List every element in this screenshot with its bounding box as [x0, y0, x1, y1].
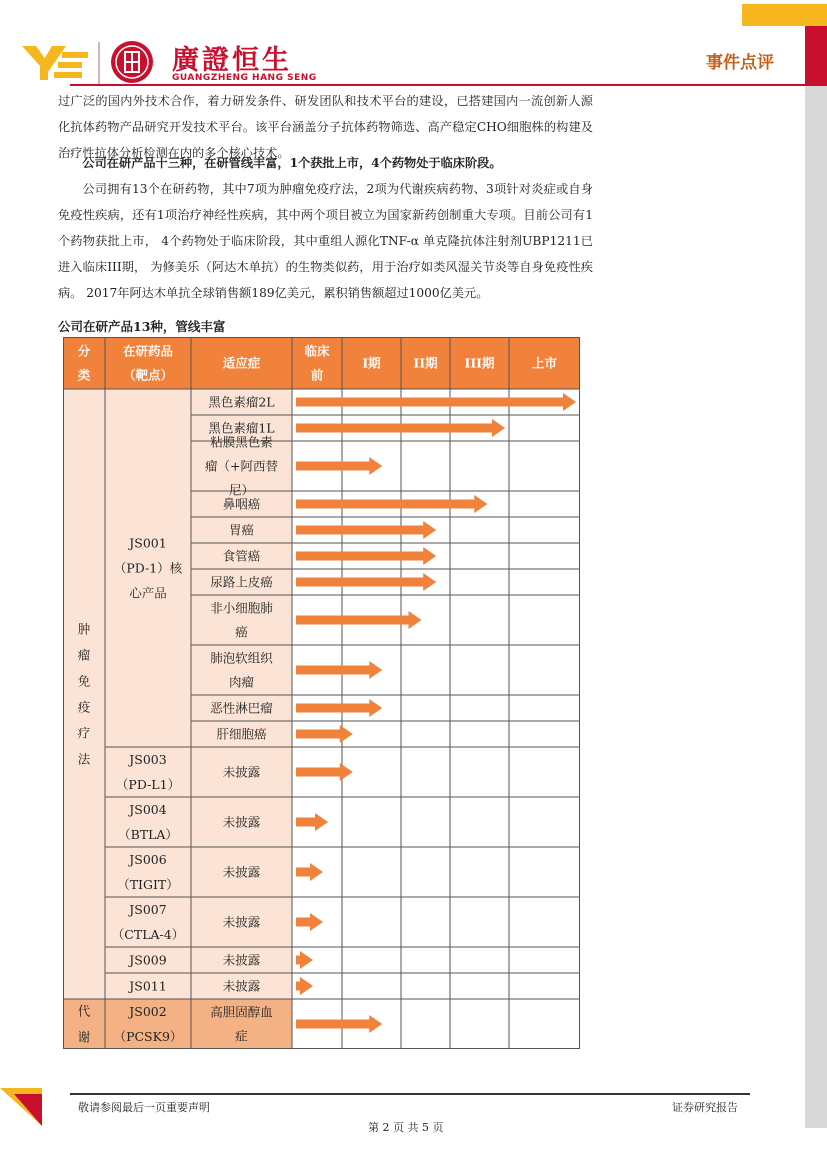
- drug-label: （PD-1）核: [113, 560, 183, 576]
- company-seal-icon: [110, 40, 154, 84]
- progress-arrow: [296, 725, 353, 743]
- indication-label: 非小细胞肺: [210, 600, 273, 616]
- category-label: 免: [77, 673, 91, 689]
- table-header-cell: 临床: [304, 343, 330, 359]
- drug-label: JS011: [129, 978, 167, 994]
- side-gray-bar: [805, 86, 827, 1128]
- progress-arrow: [296, 495, 487, 513]
- progress-arrow: [296, 393, 576, 411]
- progress-arrow: [296, 813, 328, 831]
- drug-label: JS007: [129, 902, 167, 917]
- progress-arrow: [296, 521, 436, 539]
- footer-divider: [70, 1093, 750, 1095]
- progress-arrow: [296, 951, 313, 969]
- body-paragraph-2: 公司拥有13个在研药物，其中7项为肿瘤免疫疗法，2项为代谢疾病药物、3项针对炎症或自身免疫性疾病，还有1项治疗神经性疾病，其中两个项目被立为国家新药创制重大专项。目前公司有1个药物获批上市， 4个药物处于临床阶段，其中重组人源化TNF-α 单克隆抗体注射剂UBP1211已进入临床III期， 为修美乐（阿达木单抗）的生物类似药，用于治疗如类风湿关节炎等自身免疫性疾病。 2017年阿达木单抗全球销售额189亿美元，累积销售额超过1000亿美元。: [58, 182, 593, 300]
- table-title: 公司在研产品13种，管线丰富: [58, 319, 226, 334]
- progress-arrow: [296, 863, 323, 881]
- pipeline-table-grid: [63, 337, 580, 1076]
- drug-label: JS006: [129, 852, 167, 867]
- indication-label: 未披露: [222, 978, 261, 994]
- page-number: 第 2 页 共 5 页: [368, 1121, 444, 1134]
- section-heading: 公司在研产品十三种，在研管线丰富，1个获批上市，4个药物处于临床阶段。: [82, 156, 502, 170]
- logo-divider: [98, 42, 100, 84]
- progress-arrow: [296, 913, 323, 931]
- indication-label: 未披露: [222, 814, 261, 830]
- progress-arrow: [296, 661, 382, 679]
- indication-label: 高胆固醇血: [210, 1004, 273, 1020]
- report-type-label: 事件点评: [706, 53, 774, 73]
- progress-arrow: [296, 457, 382, 475]
- header-divider: [70, 84, 805, 86]
- indication-label: 未披露: [222, 864, 261, 880]
- progress-arrow: [296, 611, 422, 629]
- drug-label: JS009: [129, 952, 167, 968]
- pipeline-table: [63, 337, 580, 1076]
- drug-label: 心产品: [129, 585, 167, 601]
- category-label: 疗: [77, 725, 91, 741]
- indication-label: 肺泡软组织: [210, 650, 273, 666]
- side-accent-bar: [805, 26, 827, 86]
- table-header-cell: 上市: [531, 355, 558, 371]
- table-header-cell: （靶点）: [122, 367, 174, 383]
- indication-label: 癌: [235, 624, 248, 640]
- indication-label: 症: [235, 1028, 248, 1044]
- indication-label: 未披露: [222, 914, 261, 930]
- table-header-cell: 前: [310, 367, 324, 383]
- indication-label: 鼻咽癌: [222, 496, 261, 512]
- drug-label: （TIGIT）: [117, 877, 179, 892]
- drug-label: （PD-L1）: [115, 777, 181, 792]
- indication-label: 肝细胞癌: [216, 726, 267, 742]
- indication-label: 黑色素瘤2L: [208, 394, 275, 410]
- indication-label: 瘤（+阿西替: [205, 458, 278, 474]
- drug-label: JS004: [129, 802, 167, 817]
- drug-label: （PCSK9）: [113, 1029, 183, 1044]
- indication-label: 黑色素瘤1L: [208, 420, 275, 436]
- indication-label: 粘膜黑色素: [210, 434, 273, 450]
- table-header-cell: II期: [413, 355, 438, 371]
- indication-label: 未披露: [222, 764, 261, 780]
- indication-label: 恶性淋巴瘤: [210, 700, 273, 716]
- category-cell-bg: [63, 389, 105, 999]
- drug-label: （BTLA）: [118, 827, 178, 842]
- category-label: 代: [77, 1003, 91, 1019]
- progress-arrow: [296, 547, 436, 565]
- table-header-cell: 在研药品: [122, 343, 174, 359]
- category-label: 瘤: [77, 647, 91, 663]
- category-label: 疫: [77, 699, 91, 715]
- table-header-cell: I期: [362, 355, 381, 371]
- progress-arrow: [296, 1015, 382, 1033]
- indication-label: 尼）: [228, 482, 255, 498]
- corner-decoration-bottom: [0, 1088, 42, 1126]
- indication-label: 尿路上皮癌: [210, 574, 273, 590]
- progress-arrow: [296, 763, 353, 781]
- category-label: 法: [77, 751, 91, 767]
- drug-label: （CTLA-4）: [111, 927, 185, 942]
- progress-arrow: [296, 573, 436, 591]
- category-label: 谢: [77, 1029, 91, 1045]
- footer-report-label: 证券研究报告: [672, 1101, 738, 1114]
- table-header-cell: 分: [77, 343, 91, 359]
- company-name-cn: 廣證恒生: [172, 45, 292, 76]
- body-paragraph-1: 过广泛的国内外技术合作，着力研发条件、研发团队和技术平台的建设，已搭建国内一流创新人源化抗体药物产品研究开发技术平台。该平台涵盖分子抗体药物筛选、高产稳定CHO细胞株的构建及治疗性抗体分析检测在内的多个核心技术。: [58, 94, 593, 160]
- table-header-cell: III期: [464, 355, 495, 371]
- progress-arrow: [296, 699, 382, 717]
- indication-label: 未披露: [222, 952, 261, 968]
- ye-logo-icon: [22, 42, 90, 82]
- progress-arrow: [296, 977, 313, 995]
- drug-label: JS003: [129, 752, 167, 767]
- corner-decoration: [742, 4, 827, 26]
- table-header-cell: 适应症: [222, 355, 261, 371]
- category-label: 肿: [77, 621, 91, 637]
- table-header-cell: 类: [77, 367, 91, 383]
- footer-disclaimer: 敬请参阅最后一页重要声明: [78, 1101, 210, 1114]
- company-name-en: GUANGZHENG HANG SENG: [172, 73, 317, 83]
- indication-label: 肉瘤: [228, 674, 255, 690]
- drug-label: JS001: [129, 535, 167, 551]
- indication-label: 胃癌: [228, 522, 255, 538]
- indication-label: 食管癌: [222, 548, 261, 564]
- drug-label: JS002: [129, 1004, 167, 1019]
